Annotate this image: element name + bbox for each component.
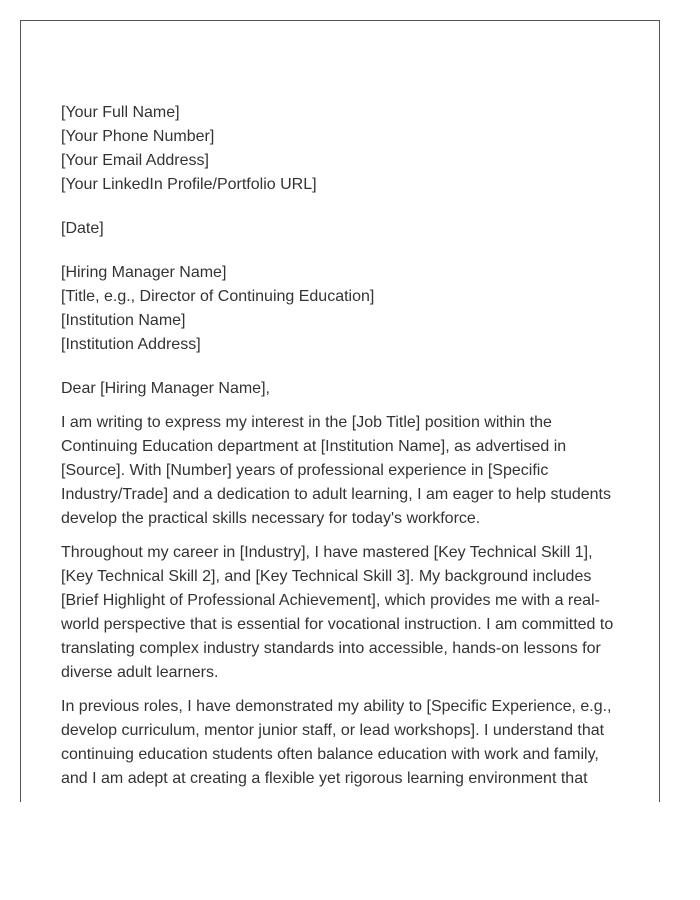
sender-email: [Your Email Address] bbox=[61, 152, 209, 169]
recipient-institution: [Institution Name] bbox=[61, 312, 186, 329]
recipient-name: [Hiring Manager Name] bbox=[61, 264, 227, 281]
recipient-title: [Title, e.g., Director of Continuing Education] bbox=[61, 288, 375, 305]
letter-date: [Date] bbox=[61, 220, 104, 237]
sender-name: [Your Full Name] bbox=[61, 104, 180, 121]
letter-content bbox=[61, 101, 621, 801]
letter-page bbox=[20, 20, 660, 802]
sender-phone: [Your Phone Number] bbox=[61, 128, 215, 145]
body-paragraph-2: Throughout my career in [Industry], I have mastered [Key Technical Skill 1], [Key Technical Skill 2], and [Key Technical Skill 3]. My background includes [Brief Highlight of Professional Achievement], which provides me with a real-world perspective that is essential for vocational instruction. I am committed to translating complex industry standards into accessible, hands-on lessons for diverse adult learners. bbox=[61, 544, 614, 681]
date-block bbox=[61, 217, 621, 241]
salutation: Dear [Hiring Manager Name], bbox=[61, 380, 270, 397]
body-paragraph-3: In previous roles, I have demonstrated my ability to [Specific Experience, e.g., develop curriculum, mentor junior staff, or lead workshops]. I understand that continuing education students often balance education with work and family, and I am adept at creating a flexible yet rigorous learning environment that bbox=[61, 698, 612, 787]
body-paragraph-1: I am writing to express my interest in the [Job Title] position within the Continuing Education department at [Institution Name], as advertised in [Source]. With [Number] years of professional experience in [Specific Industry/Trade] and a dedication to adult learning, I am eager to help students develop the practical skills necessary for today's workforce. bbox=[61, 414, 611, 527]
recipient-block bbox=[61, 261, 621, 357]
recipient-address: [Institution Address] bbox=[61, 336, 201, 353]
sender-block bbox=[61, 101, 621, 197]
sender-linkedin: [Your LinkedIn Profile/Portfolio URL] bbox=[61, 176, 317, 193]
